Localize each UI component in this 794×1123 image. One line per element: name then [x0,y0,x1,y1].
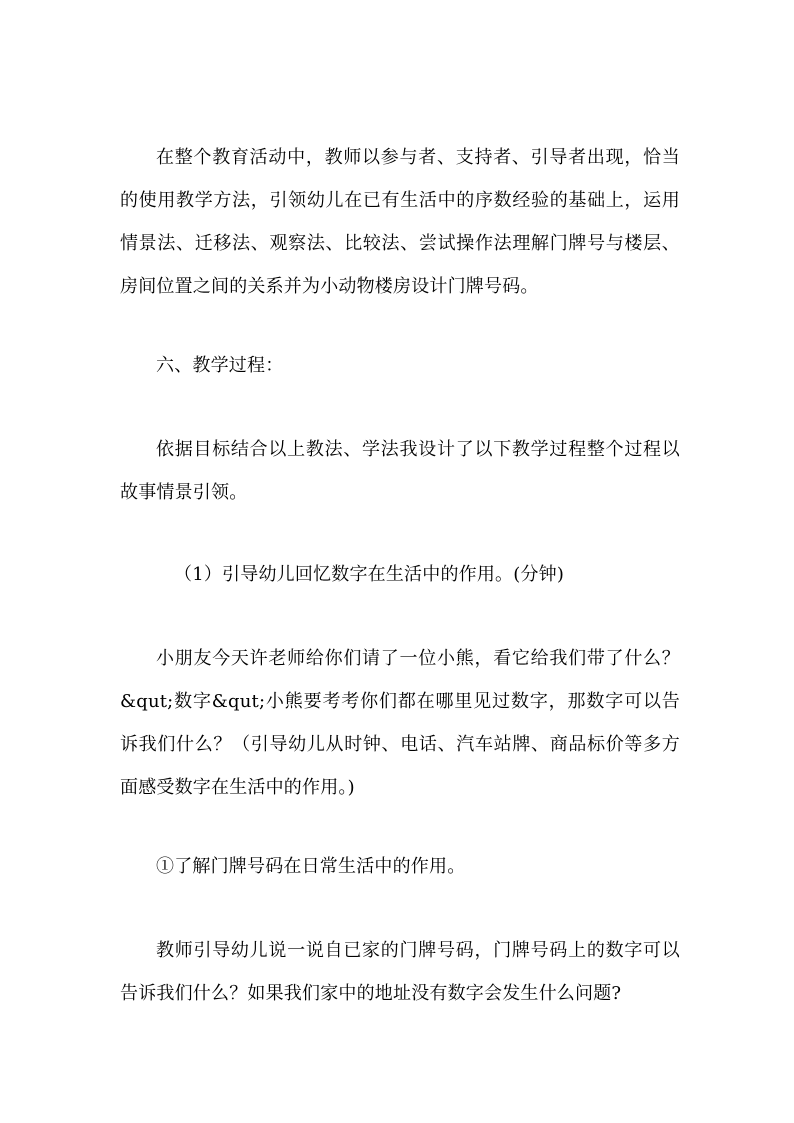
sub-step-heading-1: ①了解门牌号码在日常生活中的作用。 [156,856,466,877]
paragraph-teaching-methods: 在整个教育活动中，教师以参与者、支持者、引导者出现，恰当的使用教学方法，引领幼儿在已有生活中的序数经验的基础上，运用情景法、迁移法、观察法、比较法、尝试操作法理解门牌号与楼层、房间位置之间的关系并为小动物楼房设计门牌号码。 [120,147,680,297]
section-heading-teaching-process: 六、教学过程： [156,355,284,376]
paragraph-door-numbers: 教师引导幼儿说一说自已家的门牌号码，门牌号码上的数字可以告诉我们什么？如果我们家中的地址没有数字会发生什么问题? [120,940,680,1004]
paragraph-bear-story: 小朋友今天许老师给你们请了一位小熊，看它给我们带了什么？&qut;数字&qut;小熊要考考你们都在哪里见过数字，那数字可以告诉我们什么？（引导幼儿从时钟、电话、汽车站牌、商品标价等多方面感受数字在生活中的作用。) [120,648,680,798]
step-heading-1: （1）引导幼儿回忆数字在生活中的作用。(分钟) [174,564,565,585]
paragraph-process-intro: 依据目标结合以上教法、学法我设计了以下教学过程整个过程以故事情景引领。 [120,439,680,503]
